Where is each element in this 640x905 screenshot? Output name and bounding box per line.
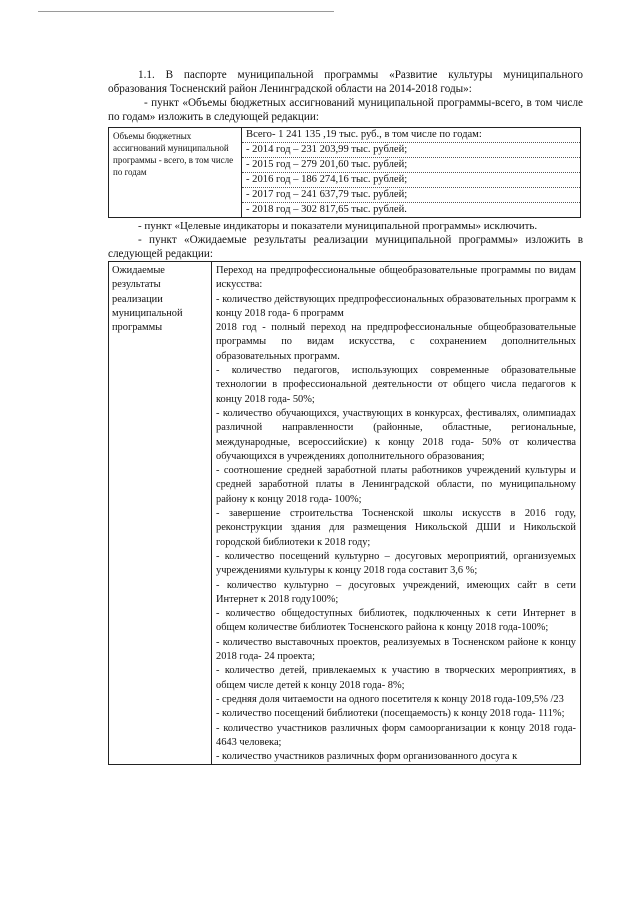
result-item: - количество участников различных форм самоорганизации к концу 2018 года- 4643 человека;: [216, 722, 576, 748]
result-item: - количество общедоступных библиотек, подключенных к сети Интернет в общем количестве библиотек Тосненского района к концу 2018 года-100%;: [216, 608, 576, 634]
budget-year-row: - 2017 год – 241 637,79 тыс. рублей;: [242, 188, 580, 203]
result-item: - количество посещений культурно – досуговых мероприятий, организуемых учреждениями культуры к концу 2018 года составит 3,6 %;: [216, 550, 576, 577]
paragraph-budget-item: - пункт «Объемы бюджетных ассигнований муниципальной программы-всего, в том числе по годам» изложить в следующей редакции:: [108, 97, 583, 123]
result-item: Переход на предпрофессиональные общеобразовательные программы по видам искусства:: [216, 265, 576, 291]
results-content-cell: [212, 262, 581, 765]
result-item: - количество участников различных форм организованного досуга к: [216, 751, 518, 763]
result-item: - количество педагогов, использующих современные образовательные технологии в профессиональной деятельности от общего числа педагогов к концу 2018 года- 50%;: [216, 365, 576, 405]
paragraph-1-1: 1.1. В паспорте муниципальной программы «Развитие культуры муниципального образования Тосненский район Ленинградской области на 2014-2018 годы»:: [108, 69, 583, 95]
paragraph-exclude-indicators: - пункт «Целевые индикаторы и показатели муниципальной программы» исключить.: [138, 220, 538, 232]
budget-year-row: - 2014 год – 231 203,99 тыс. рублей;: [242, 143, 580, 158]
budget-year-row: - 2018 год – 302 817,65 тыс. рублей.: [246, 204, 407, 215]
results-table: [108, 261, 581, 765]
result-item: - количество посещений библиотеки (посещаемость) к концу 2018 года- 111%;: [216, 708, 565, 720]
budget-total: Всего- 1 241 135 ,19 тыс. руб., в том числе по годам:: [242, 128, 580, 143]
budget-year-row: - 2016 год – 186 274,16 тыс. рублей;: [242, 173, 580, 188]
result-item: - количество действующих предпрофессиональных образовательных программ к концу 2018 года- 6 программ: [216, 293, 576, 319]
budget-values-cell: [242, 128, 581, 218]
result-item: - количество детей, привлекаемых к участию в творческих мероприятиях, в общем числе детей к концу 2018 года- 8%;: [216, 665, 576, 691]
result-item: - количество обучающихся, участвующих в конкурсах, фестивалях, олимпиадах различной направленности (районные, областные, региональные, международные, всероссийские) к концу 2018 года- 50% от количества обучающихся в учреждениях дополнительного образования;: [216, 407, 576, 462]
result-item: - завершение строительства Тосненской школы искусств в 2016 году, реконструкции здания для размещения Никольской ДШИ и Никольской городской библиотеки к 2018 году;: [216, 508, 576, 548]
paragraph-expected-results: - пункт «Ожидаемые результаты реализации муниципальной программы» изложить в следующей редакции:: [108, 234, 583, 260]
budget-table: [108, 127, 581, 218]
result-item: - количество выставочных проектов, реализуемых в Тосненском районе к концу 2018 года- 24 проекта;: [216, 636, 576, 663]
top-rule: [38, 11, 334, 12]
result-item: - средняя доля читаемости на одного посетителя к концу 2018 года-109,5% /23: [216, 693, 564, 705]
result-item: 2018 год - полный переход на предпрофессиональные общеобразовательные программы по видам искусства, с сохранением дополнительных образовательных программ.: [216, 322, 576, 362]
results-label-cell: Ожидаемые результаты реализации муниципальной программы: [109, 262, 212, 765]
result-item: - соотношение средней заработной платы работников учреждений культуры и средней заработной платы в Ленинградской области, по муниципальному району к концу 2018 года- 100%;: [216, 465, 576, 505]
budget-year-row: - 2015 год – 279 201,60 тыс. рублей;: [242, 158, 580, 173]
result-item: - количество культурно – досуговых учреждений, имеющих сайт в сети Интернет к 2018 году100%;: [216, 579, 576, 605]
budget-label-cell: Объемы бюджетных ассигнований муниципальной программы - всего, в том числе по годам: [109, 128, 242, 218]
